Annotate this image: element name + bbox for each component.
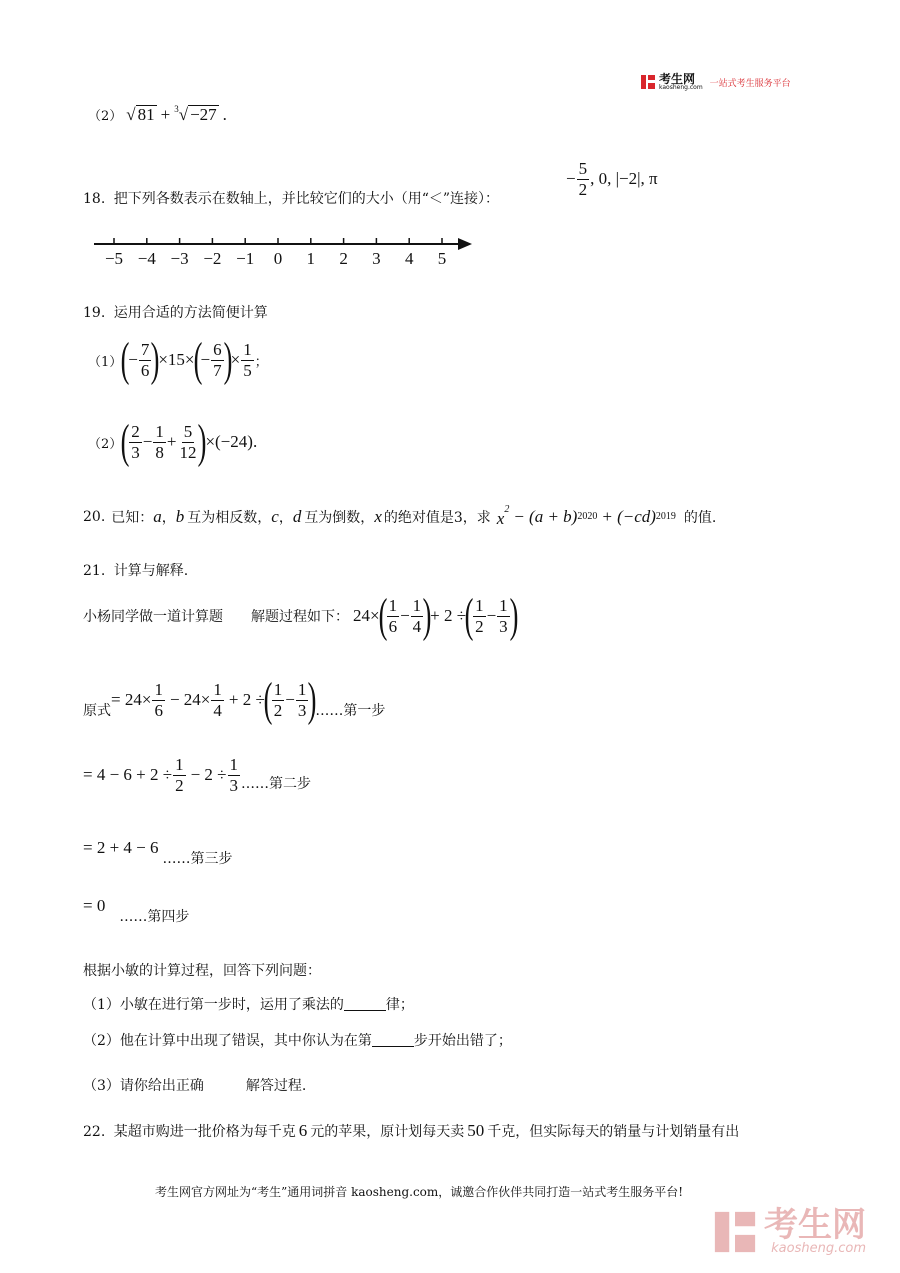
q21-title: 21. 计算与解释. bbox=[83, 563, 189, 579]
number-line-label: 1 bbox=[306, 249, 316, 268]
q18-numbers: − $\frac{5}{2}$ , 0, |−2|, π bbox=[566, 159, 658, 199]
logo-sub: kaosheng.com bbox=[659, 84, 703, 91]
q19-part2: （2） ( $\frac{2}{3}$ − $\frac{1}{8}$ + $\frac{5}{12}$ ) ×(−24) . bbox=[88, 415, 258, 468]
number-line-label: −5 bbox=[104, 249, 124, 268]
q21-step1: 原式 = 24× $\frac{1}{6}$ − 24× $\frac{1}{4}$ + 2 ÷ ( $\frac{1}{2}$ − $\frac{1}{3}$ ) ……第一步 bbox=[83, 673, 386, 726]
number-line-label: −1 bbox=[236, 249, 255, 268]
header-slogan: 一站式考生服务平台 bbox=[709, 78, 791, 89]
q19-text: 19. 运用合适的方法简便计算 bbox=[83, 305, 268, 321]
q21-step4: = 0 ……第四步 bbox=[83, 896, 190, 925]
q22: 22. 某超市购进一批价格为每千克 6 元的苹果，原计划每天卖 50 千克，但实际每天的销量与计划销量有出 bbox=[83, 1121, 740, 1140]
q21-sub3: （3）请你给出正确 解答过程. bbox=[83, 1078, 307, 1094]
number-line-label: 2 bbox=[339, 249, 348, 268]
q21-step2: = 4 − 6 + 2 ÷ $\frac{1}{2}$ − 2 ÷ $\frac{1}{3}$ ……第二步 bbox=[83, 755, 312, 795]
q21-step3: = 2 + 4 − 6 ……第三步 bbox=[83, 838, 233, 867]
header-logo bbox=[640, 73, 791, 94]
number-line-label: −2 bbox=[203, 249, 222, 268]
sqrt-81: 81 bbox=[137, 104, 155, 124]
logo-text: 考生网 bbox=[659, 72, 696, 86]
q20: 20. 已知： a ， b 互为相反数， c ， d 互为倒数， x 的绝对值是3，求 $x^2$ − (a + b) 2020 + (−cd) 2019 的值. bbox=[83, 504, 717, 528]
answer-blank-1[interactable] bbox=[344, 996, 386, 1011]
q21-intro: 小杨同学做一道计算题 解题过程如下： 24× ( $\frac{1}{6}$ − $\frac{1}{4}$ ) + 2 ÷ ( $\frac{1}{2}$ − $\frac{1}{3}$ ) bbox=[83, 589, 519, 642]
number-line-label: 0 bbox=[273, 249, 283, 268]
q18-text: 18. 把下列各数表示在数轴上，并比较它们的大小（用“＜”连接）： bbox=[83, 191, 500, 207]
number-line-label: −3 bbox=[170, 249, 189, 268]
answer-blank-2[interactable] bbox=[372, 1032, 414, 1047]
q21-ask: 根据小敏的计算过程，回答下列问题： bbox=[83, 963, 321, 979]
cbrt-neg27: −27 bbox=[190, 105, 217, 124]
watermark-text: 考生网 bbox=[764, 1205, 866, 1245]
watermark-sub: kaosheng.com bbox=[771, 1241, 866, 1256]
kaosheng-watermark-icon bbox=[712, 1209, 758, 1255]
q21-sub1: （1）小敏在进行第一步时，运用了乘法的 律； bbox=[83, 997, 414, 1013]
footer-watermark bbox=[712, 1205, 866, 1256]
number-line-label: 4 bbox=[404, 249, 414, 268]
number-line-label: 3 bbox=[372, 249, 381, 268]
q17-part2: （2） √ 81 + $^3$√ −27 . bbox=[88, 104, 227, 124]
number-line bbox=[92, 232, 482, 272]
kaosheng-logo-icon bbox=[640, 74, 656, 90]
number-line-label: −4 bbox=[137, 249, 156, 268]
q21-sub2: （2）他在计算中出现了错误，其中你认为在第 步开始出错了； bbox=[83, 1033, 512, 1049]
q19-part1: （1） ( − $\frac{7}{6}$ ) ×15× ( − $\frac{6}{7}$ ) × $\frac{1}{5}$ ； bbox=[88, 333, 268, 386]
number-line-label: 5 bbox=[437, 249, 447, 268]
footer-text: 考生网官方网址为“考生”通用词拼音 kaosheng.com，诚邀合作伙伴共同打造一站式考生服务平台! bbox=[155, 1185, 684, 1199]
